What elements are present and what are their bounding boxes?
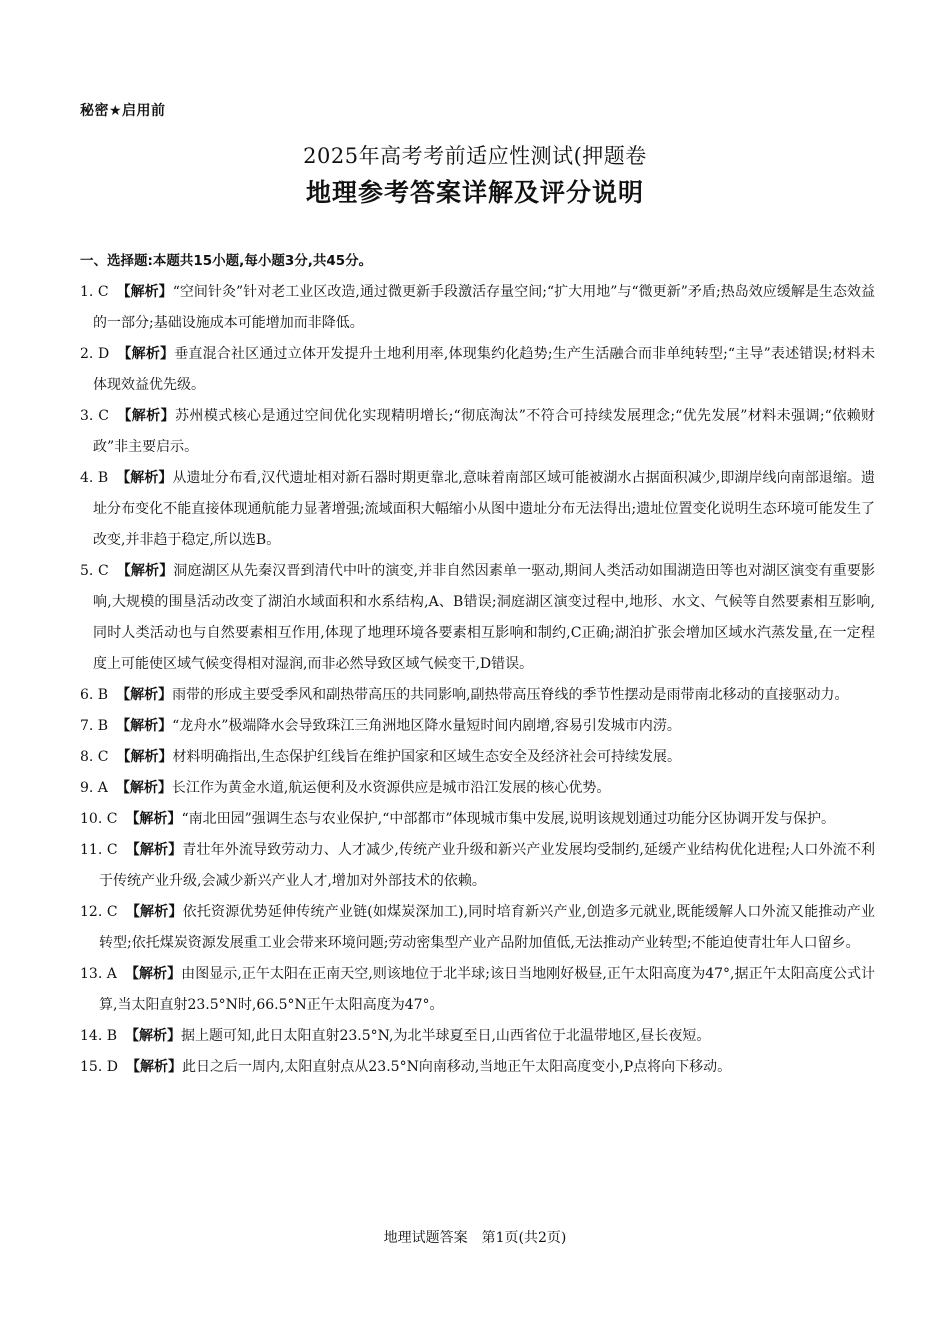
answer-number: 1. C [80,284,109,300]
answer-explanation: 依托资源优势延伸传统产业链(如煤炭深加工),同时培育新兴产业,创造多元就业,既能缓解人口外流又能推动产业转型;依托煤炭资源发展重工业会带来环境问题;劳动密集型产业产品附加值低,无法推动产业转型;不能迫使青壮年人口留乡。 [99,904,876,951]
answer-item-8 [80,742,875,773]
answer-number: 8. C [80,749,109,765]
page-footer: 地理试题答案 第1页(共2页) [383,1230,567,1246]
answer-explanation: 据上题可知,此日太阳直射23.5°N,为北半球夏至日,山西省位于北温带地区,昼长夜短。 [181,1028,711,1044]
answer-explanation: 洞庭湖区从先秦汉晋到清代中叶的演变,并非自然因素单一驱动,期间人类活动如围湖造田等也对湖区演变有重要影响,大规模的围垦活动改变了湖泊水域面积和水系结构,A、B错误;洞庭湖区演变过程中,地形、水文、气候等自然要素相互影响,同时人类活动也与自然要素相互作用,体现了地理环境各要素相互影响和制约,C正确;湖泊扩张会增加区域水汽蒸发量,在一定程度上可能使区域气候变得相对湿润,而非必然导致区域气候变干,D错误。 [93,563,875,672]
answer-explanation: 垂直混合社区通过立体开发提升土地利用率,体现集约化趋势;生产生活融合而非单纯转型;“主导”表述错误;材料未体现效益优先级。 [93,346,875,393]
analysis-tag: 【解析】 [116,284,173,300]
secret-mark: 秘密★启用前 [80,103,166,119]
answer-item-9 [80,773,875,804]
answer-explanation: 由图显示,正午太阳在正南天空,则该地位于北半球;该日当地刚好极昼,正午太阳高度为47°,据正午太阳高度公式计算,当太阳直射23.5°N时,66.5°N正午太阳高度为47°。 [99,966,876,1013]
answer-item-2 [80,339,875,401]
answer-item-5 [80,556,875,680]
exam-title: 2025年高考考前适应性测试(押题卷 [303,144,647,168]
analysis-tag: 【解析】 [125,1059,182,1075]
answer-number: 6. B [80,687,109,703]
answer-number: 9. A [80,780,108,796]
analysis-tag: 【解析】 [125,811,182,827]
answer-number: 3. C [80,408,109,424]
analysis-tag: 【解析】 [124,966,182,982]
answer-number: 4. B [80,470,109,486]
answer-item-13 [80,959,875,1021]
answer-number: 12. C [80,904,118,920]
analysis-tag: 【解析】 [125,842,183,858]
answer-number: 7. B [80,718,109,734]
analysis-tag: 【解析】 [125,1028,182,1044]
analysis-tag: 【解析】 [125,904,183,920]
answer-item-10 [80,804,875,835]
answer-explanation: 此日之后一周内,太阳直射点从23.5°N向南移动,当地正午太阳高度变小,P点将向下移动。 [181,1059,732,1075]
analysis-tag: 【解析】 [116,718,173,734]
answer-number: 2. D [80,346,110,362]
analysis-tag: 【解析】 [116,563,174,579]
answer-list [80,277,875,1083]
answer-item-3 [80,401,875,463]
answer-item-15 [80,1052,875,1083]
answer-item-12 [80,897,875,959]
answer-number: 5. C [80,563,109,579]
answer-explanation: 苏州模式核心是通过空间优化实现精明增长;“彻底淘汰”不符合可持续发展理念;“优先发展”材料未强调;“依赖财政”非主要启示。 [93,408,876,455]
section-heading: 一、选择题:本题共15小题,每小题3分,共45分。 [80,253,373,269]
answer-item-6 [80,680,875,711]
answer-explanation: 材料明确指出,生态保护红线旨在维护国家和区域生态安全及经济社会可持续发展。 [172,749,681,765]
answer-explanation: 长江作为黄金水道,航运便利及水资源供应是城市沿江发展的核心优势。 [171,780,611,796]
analysis-tag: 【解析】 [116,470,173,486]
analysis-tag: 【解析】 [117,346,175,362]
answer-explanation: 从遗址分布看,汉代遗址相对新石器时期更靠北,意味着南部区域可能被湖水占据面积减少,即湖岸线向南部退缩。遗址分布变化不能直接体现通航能力显著增强;流域面积大幅缩小从图中遗址分布无法得出;遗址位置变化说明生态环境可能发生了改变,并非趋于稳定,所以选B。 [93,470,875,548]
analysis-tag: 【解析】 [116,749,173,765]
answer-item-1 [80,277,875,339]
answer-explanation: “龙舟水”极端降水会导致珠江三角洲地区降水量短时间内剧增,容易引发城市内涝。 [172,718,681,734]
answer-number: 14. B [80,1028,118,1044]
answer-number: 13. A [80,966,117,982]
answer-number: 10. C [80,811,118,827]
answer-item-14 [80,1021,875,1052]
answer-item-7 [80,711,875,742]
analysis-tag: 【解析】 [116,408,175,424]
analysis-tag: 【解析】 [116,687,173,703]
document-title: 地理参考答案详解及评分说明 [305,178,644,207]
analysis-tag: 【解析】 [115,780,172,796]
answer-item-4 [80,463,875,556]
answer-number: 11. C [80,842,118,858]
answer-explanation: “南北田园”强调生态与农业保护,“中部都市”体现城市集中发展,说明该规划通过功能分区协调开发与保护。 [181,811,835,827]
answer-explanation: 雨带的形成主要受季风和副热带高压的共同影响,副热带高压脊线的季节性摆动是雨带南北移动的直接驱动力。 [172,687,849,703]
answer-number: 15. D [80,1059,118,1075]
answer-item-11 [80,835,875,897]
answer-explanation: “空间针灸”针对老工业区改造,通过微更新手段激活存量空间;“扩大用地”与“微更新”矛盾;热岛效应缓解是生态效益的一部分;基础设施成本可能增加而非降低。 [93,284,876,331]
answer-explanation: 青壮年外流导致劳动力、人才减少,传统产业升级和新兴产业发展均受制约,延缓产业结构优化进程;人口外流不利于传统产业升级,会减少新兴产业人才,增加对外部技术的依赖。 [99,842,875,889]
